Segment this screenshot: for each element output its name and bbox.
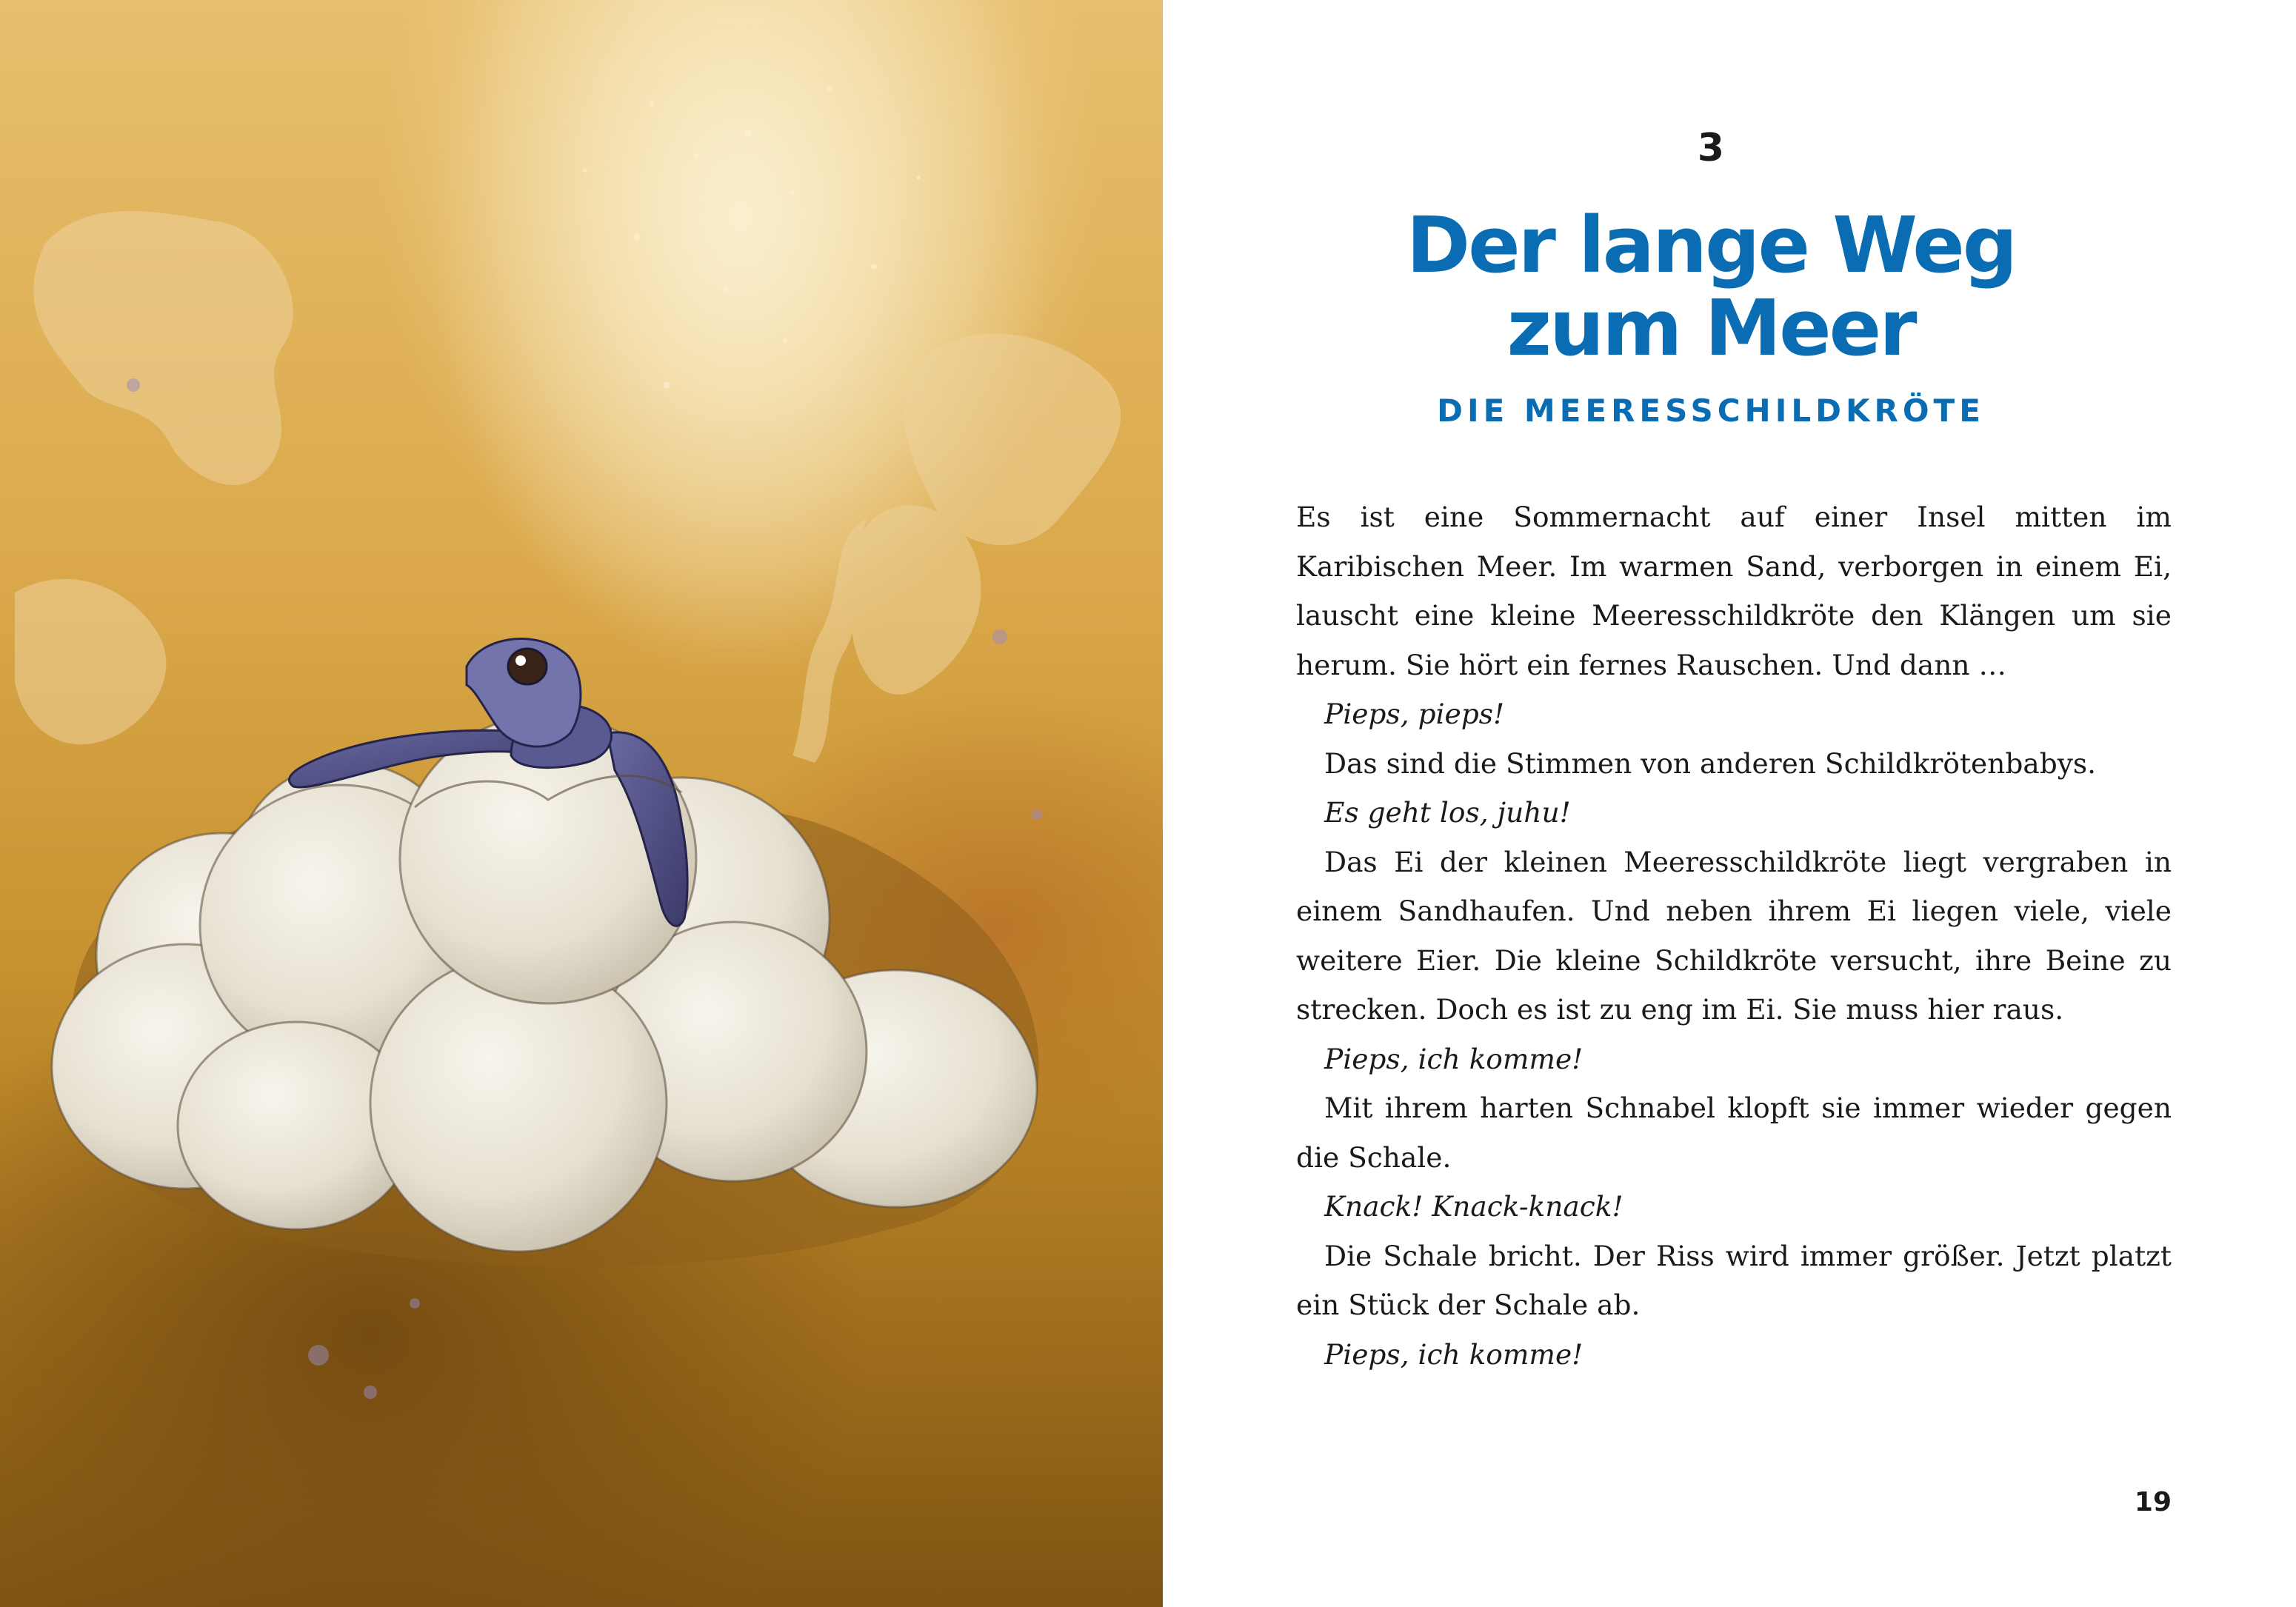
paragraph: Die Schale bricht. Der Riss wird immer größer. Jetzt platzt ein Stück der Schale ab. [1296,1239,2172,1321]
egg-clutch [52,715,1037,1252]
chapter-title-line-1: Der lange Weg [1406,200,2016,290]
chapter-number: 3 [1697,126,1725,170]
paragraph: Das sind die Stimmen von anderen Schildkrötenbabys. [1324,746,2097,780]
paragraph-dialogue: Knack! Knack-knack! [1324,1190,1623,1223]
paragraph-dialogue: Pieps, pieps! [1324,698,1505,730]
page-number: 19 [2134,1487,2172,1517]
chapter-title [1163,200,2259,373]
paragraph-dialogue: Pieps, ich komme! [1324,1337,1583,1371]
chapter-title-line-2: zum Meer [1506,283,1915,373]
paragraph: Das Ei der kleinen Meeresschildkröte liegt vergraben in einem Sandhaufen. Und neben ihrem Ei liegen viele, viele weitere Eier. Die kleine Schildkröte versucht, ihre Beine zu strecken. Doch es ist zu eng im Ei. Sie muss hier raus. [1296,845,2172,1026]
text-page [1163,0,2296,1607]
paragraph-dialogue: Pieps, ich komme! [1324,1042,1583,1075]
paragraph: Es ist eine Sommernacht auf einer Insel mitten im Karibischen Meer. Im warmen Sand, verborgen in einem Ei, lauscht eine kleine Meeresschildkröte den Klängen um sie herum. Sie hört ein fernes Rauschen. Und dann … [1296,501,2172,681]
chapter-body [1296,492,2172,1379]
paragraph-dialogue: Es geht los, juhu! [1324,796,1571,829]
paragraph: Mit ihrem harten Schnabel klopft sie immer wieder gegen die Schale. [1296,1092,2172,1174]
chapter-subtitle: DIE MEERESSCHILDKRÖTE [1437,392,1985,429]
